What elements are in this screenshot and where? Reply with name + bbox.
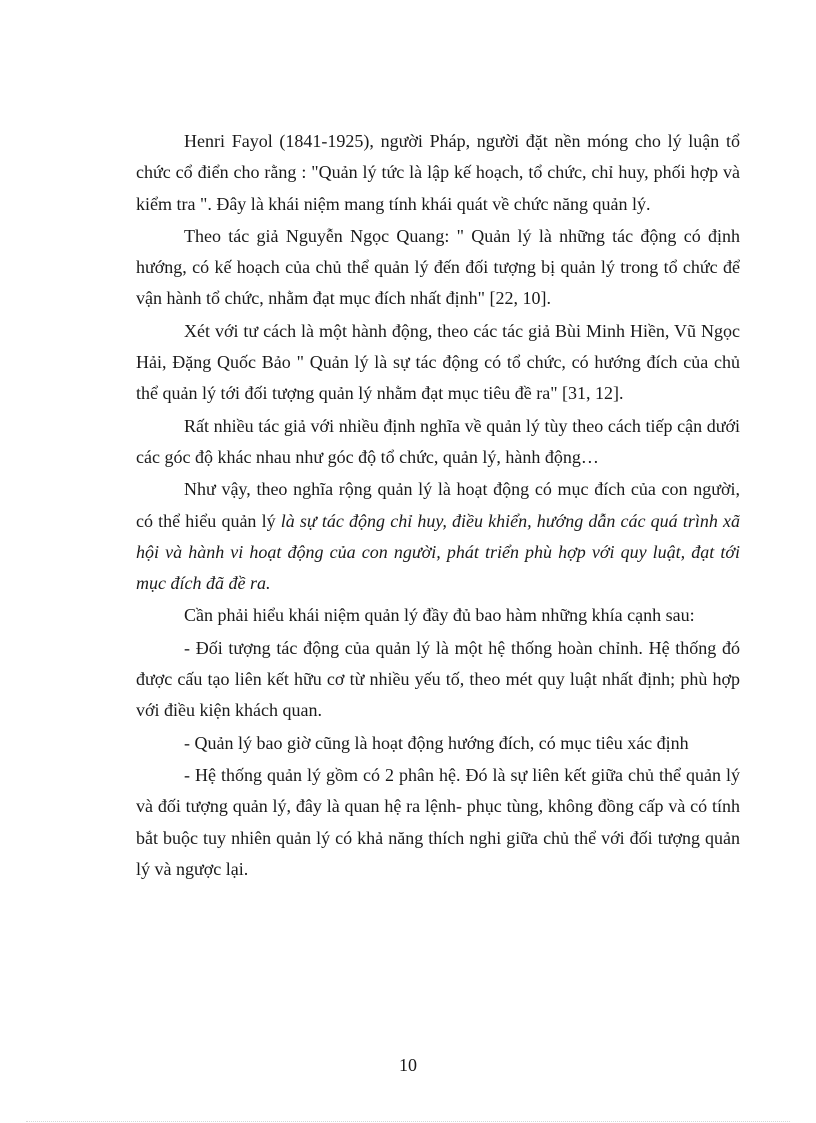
paragraph-broad-definition [136,474,740,599]
paragraph-broad-definition-lead: Như vậy, theo nghĩa rộng quản lý là hoạt động có mục đích của con người, có thể hiểu quản lý [136,479,740,531]
aspect-item-goal: - Quản lý bao giờ cũng là hoạt động hướng đích, có mục tiêu xác định [184,732,689,753]
page-bottom-edge [26,1121,790,1122]
paragraph-nguyen-ngoc-quang: Theo tác giả Nguyễn Ngọc Quang: " Quản lý là những tác động có định hướng, có kế hoạch của chủ thể quản lý đến đối tượng bị quản lý trong tổ chức để vận hành tổ chức, nhằm đạt mục đích nhất định" [22, 10]. [136,225,740,309]
paragraph-broad-definition-italic: là sự tác động chỉ huy, điều khiển, hướng dẫn các quá trình xã hội và hành vi hoạt động của con người, phát triển phù hợp với quy luật, đạt tới mục đích đã đề ra. [136,510,740,594]
paragraph-fayol: Henri Fayol (1841-1925), người Pháp, người đặt nền móng cho lý luận tổ chức cổ điển cho rằng : "Quản lý tức là lập kế hoạch, tổ chức, chỉ huy, phối hợp và kiểm tra ". Đây là khái niệm mang tính khái quát về chức năng quản lý. [136,131,740,214]
body-text [136,126,740,886]
paragraph-aspects-intro: Cần phải hiểu khái niệm quản lý đầy đủ bao hàm những khía cạnh sau: [184,605,695,626]
paragraph-bui-minh-hien: Xét với tư cách là một hành động, theo các tác giả Bùi Minh Hiền, Vũ Ngọc Hải, Đặng Quốc Bảo " Quản lý là sự tác động có tổ chức, có hướng đích của chủ thể quản lý tới đối tượng quản lý nhằm đạt mục tiêu đề ra" [31, 12]. [136,320,740,404]
paragraph-many-authors: Rất nhiều tác giả với nhiều định nghĩa về quản lý tùy theo cách tiếp cận dưới các góc độ khác nhau như góc độ tổ chức, quản lý, hành động… [136,415,740,467]
aspect-item-object: - Đối tượng tác động của quản lý là một hệ thống hoàn chỉnh. Hệ thống đó được cấu tạo liên kết hữu cơ từ nhiều yếu tố, theo mét quy luật nhất định; phù hợp với điều kiện khách quan. [136,637,740,721]
page-number: 10 [399,1055,417,1075]
aspect-item-system: - Hệ thống quản lý gồm có 2 phân hệ. Đó là sự liên kết giữa chủ thể quản lý và đối tượng quản lý, đây là quan hệ ra lệnh- phục tùng, không đồng cấp và có tính bắt buộc tuy nhiên quản lý có khả năng thích nghi giữa chủ thể với đối tượng quản lý và ngược lại. [136,764,740,879]
